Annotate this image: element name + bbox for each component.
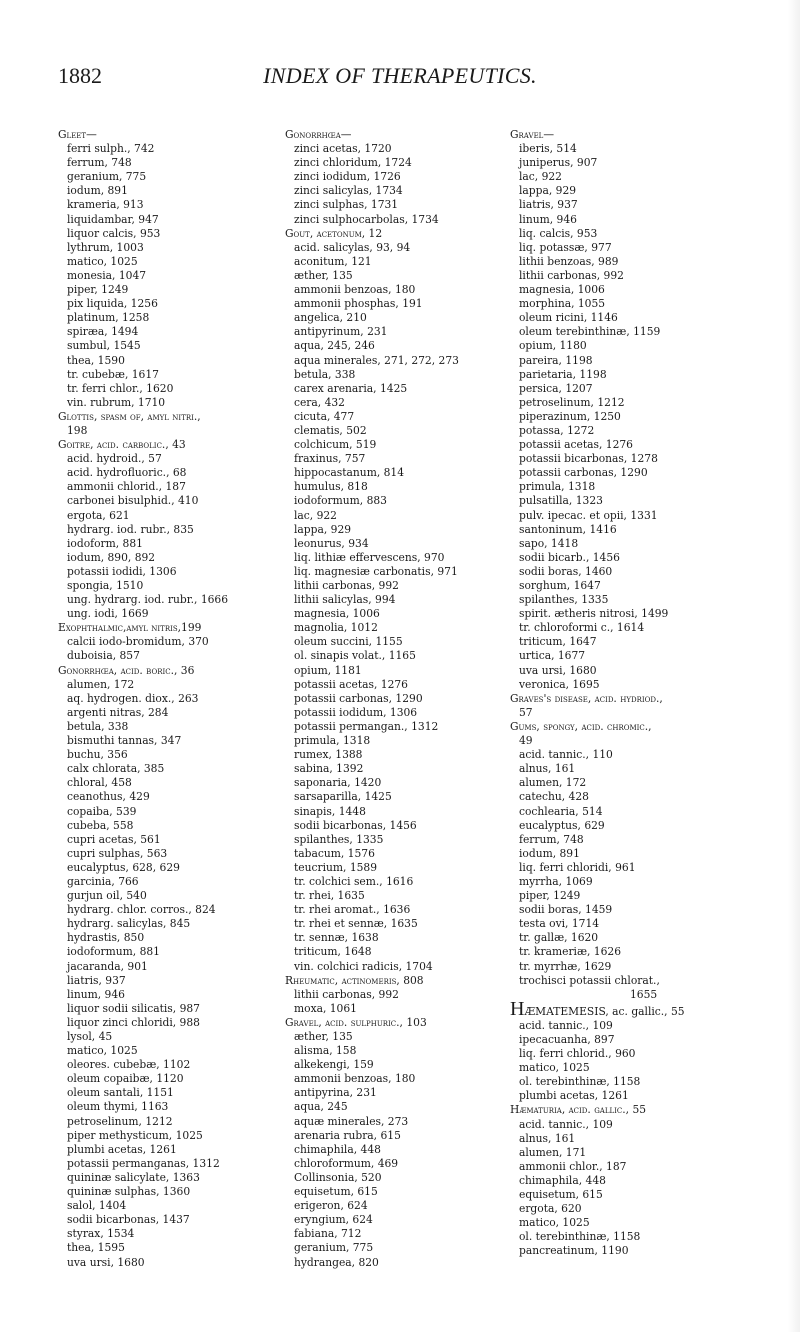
index-subentry: potassii bicarbonas, 1278 <box>519 452 658 466</box>
index-subentry: liquor sodii silicatis, 987 <box>67 1001 200 1015</box>
index-subentry: tr. sennæ, 1638 <box>294 931 379 945</box>
index-heading: Gums, spongy, acid. chromic., <box>510 719 652 733</box>
index-subentry: clematis, 502 <box>294 423 367 437</box>
index-continuation: 1655 <box>630 987 658 1001</box>
index-subentry: acid. tannic., 110 <box>519 748 613 762</box>
index-subentry: thea, 1595 <box>67 1241 125 1255</box>
index-subentry: ung. hydrarg. iod. rubr., 1666 <box>67 593 229 607</box>
index-subentry: linum, 946 <box>67 987 125 1001</box>
index-subentry: antipyrinum, 231 <box>294 325 388 339</box>
index-subentry: lithii carbonas, 992 <box>519 268 624 282</box>
index-subentry: betula, 338 <box>294 367 356 381</box>
index-subentry: spiræa, 1494 <box>67 325 139 339</box>
index-continuation: 198 <box>67 423 88 437</box>
index-subentry: buchu, 356 <box>67 748 128 762</box>
index-subentry: liatris, 937 <box>519 198 578 212</box>
index-subentry: lac, 922 <box>294 508 337 522</box>
page-edge-shadow <box>788 0 800 1332</box>
index-subentry: testa ovi, 1714 <box>519 917 600 931</box>
index-subentry: Collinsonia, 520 <box>294 1170 382 1184</box>
index-subentry: iodoformum, 881 <box>67 945 160 959</box>
index-subentry: lappa, 929 <box>519 184 577 198</box>
index-subentry: veronica, 1695 <box>519 677 600 691</box>
index-subentry: chloral, 458 <box>67 776 132 790</box>
index-heading: Hæmaturia, acid. gallic., 55 <box>510 1103 647 1117</box>
index-subentry: magnesia, 1006 <box>519 283 605 297</box>
index-subentry: zinci iodidum, 1726 <box>294 170 401 184</box>
index-subentry: liquidambar, 947 <box>67 212 159 226</box>
index-subentry: ipecacuanha, 897 <box>519 1033 615 1046</box>
index-subentry: opium, 1181 <box>294 663 362 677</box>
index-subentry: spilanthes, 1335 <box>519 593 609 607</box>
index-subentry: cupri acetas, 561 <box>67 832 161 846</box>
index-subentry: matico, 1025 <box>67 1044 138 1058</box>
index-heading-dropcap <box>510 997 750 1020</box>
index-subentry: opium, 1180 <box>519 339 587 353</box>
index-subentry: tr. ferri chlor., 1620 <box>67 381 174 395</box>
index-subentry: moxa, 1061 <box>294 1001 357 1015</box>
index-subentry: iodoform, 881 <box>67 536 143 550</box>
index-subentry: potassii iodidum, 1306 <box>294 705 418 719</box>
index-subentry: potassa, 1272 <box>519 423 595 437</box>
index-subentry: spongia, 1510 <box>67 579 144 592</box>
index-subentry: lappa, 929 <box>294 522 352 536</box>
index-subentry: cochlearia, 514 <box>519 804 603 818</box>
index-subentry: persica, 1207 <box>519 381 593 395</box>
index-subentry: potassii permanganas, 1312 <box>67 1156 220 1170</box>
index-subentry: ol. terebinthinæ, 1158 <box>519 1230 641 1244</box>
index-column-2 <box>285 128 510 1318</box>
index-subentry: piper, 1249 <box>519 889 581 903</box>
index-subentry: aqua minerales, 271, 272, 273 <box>294 353 459 367</box>
index-subentry: hydrarg. iod. rubr., 835 <box>67 522 194 536</box>
index-subentry: ferrum, 748 <box>519 832 584 846</box>
index-subentry: lithii carbonas, 992 <box>294 987 399 1001</box>
index-subentry: fraxinus, 757 <box>294 452 366 466</box>
index-subentry: saponaria, 1420 <box>294 776 382 790</box>
index-subentry: gurjun oil, 540 <box>67 889 147 903</box>
index-subentry: oleum succini, 1155 <box>294 635 403 649</box>
index-subentry: cupri sulphas, 563 <box>67 846 168 860</box>
index-subentry: lithii salicylas, 994 <box>294 593 396 607</box>
index-subentry: tr. chloroformi c., 1614 <box>519 621 645 635</box>
index-subentry: ammonii phosphas, 191 <box>294 297 423 311</box>
index-subentry: iodum, 891 <box>519 846 580 860</box>
index-subentry: ung. iodi, 1669 <box>67 607 149 621</box>
index-subentry: aqua, 245, 246 <box>294 339 375 353</box>
index-subentry: colchicum, 519 <box>294 438 377 452</box>
index-subentry: antipyrina, 231 <box>294 1086 377 1100</box>
index-subentry: vin. rubrum, 1710 <box>67 395 166 409</box>
index-subentry: iodum, 891 <box>67 184 128 198</box>
index-subentry: liq. potassæ, 977 <box>519 240 612 254</box>
index-subentry: sodii boras, 1459 <box>519 903 613 917</box>
index-subentry: magnolia, 1012 <box>294 621 378 635</box>
index-subentry: sabina, 1392 <box>294 762 364 776</box>
page-header <box>0 62 800 92</box>
index-subentry: sodii boras, 1460 <box>519 564 613 578</box>
index-subentry: chimaphila, 448 <box>519 1173 606 1187</box>
index-subentry: sinapis, 1448 <box>294 804 366 818</box>
index-subentry: tr. myrrhæ, 1629 <box>519 959 612 973</box>
index-subentry: aqua, 245 <box>294 1100 348 1114</box>
index-subentry: tr. cubebæ, 1617 <box>67 367 159 381</box>
index-subentry: sapo, 1418 <box>519 536 579 550</box>
index-subentry: alnus, 161 <box>519 1131 576 1145</box>
index-subentry: alnus, 161 <box>519 762 576 776</box>
index-subentry: petroselinum, 1212 <box>519 395 625 409</box>
index-heading: Goitre, acid. carbolic., 43 <box>58 438 186 452</box>
index-subentry: zinci chloridum, 1724 <box>294 156 412 170</box>
index-subentry: platinum, 1258 <box>67 311 150 325</box>
index-subentry: lythrum, 1003 <box>67 240 144 254</box>
index-heading: Gravel, acid. sulphuric., 103 <box>285 1015 427 1029</box>
index-subentry: matico, 1025 <box>67 254 138 268</box>
index-subentry: tr. gallæ, 1620 <box>519 931 599 945</box>
index-subentry: parietaria, 1198 <box>519 367 607 381</box>
index-continuation: 57 <box>519 705 533 719</box>
page-number: 1882 <box>58 63 102 88</box>
index-subentry: spirit. ætheris nitrosi, 1499 <box>519 607 669 621</box>
index-subentry: betula, 338 <box>67 719 129 733</box>
index-heading: Graves's disease, acid. hydriod., <box>510 691 663 705</box>
index-subentry: liq. ferri chlorid., 960 <box>519 1047 636 1061</box>
index-subentry: ferrum, 748 <box>67 156 132 170</box>
index-subentry: potassii iodidi, 1306 <box>67 564 177 578</box>
index-subentry: hydrarg. chlor. corros., 824 <box>67 903 216 917</box>
index-subentry: alisma, 158 <box>294 1044 357 1058</box>
index-subentry: petroselinum, 1212 <box>67 1114 173 1128</box>
index-heading: Rheumatic, actinomeris, 808 <box>285 973 424 987</box>
index-subentry: oleores. cubebæ, 1102 <box>67 1058 191 1072</box>
index-subentry: eucalyptus, 628, 629 <box>67 860 180 874</box>
index-subentry: tr. rhei, 1635 <box>294 889 365 903</box>
index-heading: Gravel— <box>510 128 555 141</box>
index-subentry: lithii benzoas, 989 <box>519 254 619 268</box>
index-subentry: pareira, 1198 <box>519 353 593 367</box>
index-subentry: ammonii chlor., 187 <box>519 1159 627 1173</box>
index-heading: Glottis, spasm of, amyl nitri., <box>58 409 201 423</box>
index-subentry: sodii bicarb., 1456 <box>519 550 620 564</box>
index-subentry: uva ursi, 1680 <box>519 663 597 677</box>
index-subentry: lithii carbonas, 992 <box>294 579 399 592</box>
index-subentry: liquor calcis, 953 <box>67 226 161 240</box>
index-subentry: acid. hydroid., 57 <box>67 452 162 466</box>
index-subentry: matico, 1025 <box>519 1216 590 1230</box>
index-subentry: tr. colchici sem., 1616 <box>294 874 414 888</box>
index-subentry: fabiana, 712 <box>294 1227 362 1241</box>
index-subentry: aconitum, 121 <box>294 254 372 268</box>
index-subentry: liq. magnesiæ carbonatis, 971 <box>294 564 458 578</box>
index-subentry: ammonii benzoas, 180 <box>294 283 416 297</box>
index-subentry: eucalyptus, 629 <box>519 818 605 832</box>
index-subentry: acid. tannic., 109 <box>519 1117 613 1131</box>
index-subentry: sarsaparilla, 1425 <box>294 790 392 804</box>
index-subentry: uva ursi, 1680 <box>67 1255 145 1269</box>
index-subentry: liq. lithiæ effervescens, 970 <box>294 550 445 564</box>
index-subentry: erigeron, 624 <box>294 1199 368 1213</box>
index-subentry: bismuthi tannas, 347 <box>67 734 182 748</box>
index-subentry: teucrium, 1589 <box>294 860 378 874</box>
index-heading: Gonorrhœa, acid. boric., 36 <box>58 663 195 677</box>
index-subentry: krameria, 913 <box>67 198 144 212</box>
index-subentry: ol. terebinthinæ, 1158 <box>519 1075 641 1089</box>
index-subentry: ol. sinapis volat., 1165 <box>294 649 416 663</box>
index-subentry: santoninum, 1416 <box>519 522 617 536</box>
index-subentry: lac, 922 <box>519 170 562 184</box>
index-subentry: plumbi acetas, 1261 <box>519 1089 629 1103</box>
index-subentry: linum, 946 <box>519 212 577 226</box>
index-subentry: calx chlorata, 385 <box>67 762 165 776</box>
index-subentry: magnesia, 1006 <box>294 607 380 621</box>
index-subentry: alumen, 172 <box>519 776 587 790</box>
index-subentry: hydrangea, 820 <box>294 1255 379 1269</box>
index-subentry: tabacum, 1576 <box>294 846 375 860</box>
index-subentry: tr. rhei et sennæ, 1635 <box>294 917 418 931</box>
index-subentry: acid. hydrofluoric., 68 <box>67 466 187 480</box>
index-subentry: pulv. ipecac. et opii, 1331 <box>519 508 658 522</box>
index-subentry: carbonei bisulphid., 410 <box>67 494 199 508</box>
index-subentry: alumen, 172 <box>67 677 135 691</box>
page-title: INDEX OF THERAPEUTICS. <box>263 63 537 88</box>
index-subentry: spilanthes, 1335 <box>294 832 384 846</box>
index-continuation: 49 <box>519 734 533 748</box>
index-subentry: iberis, 514 <box>519 142 577 156</box>
index-subentry: ammonii chlorid., 187 <box>67 480 186 494</box>
index-subentry: oleum thymi, 1163 <box>67 1100 169 1114</box>
index-subentry: ferri sulph., 742 <box>67 142 155 156</box>
index-subentry: zinci salicylas, 1734 <box>294 184 403 198</box>
index-subentry: ammonii benzoas, 180 <box>294 1072 416 1086</box>
index-subentry: piper, 1249 <box>67 283 129 297</box>
index-subentry: triticum, 1648 <box>294 945 372 959</box>
index-subentry: matico, 1025 <box>519 1061 590 1075</box>
index-subentry: piperazinum, 1250 <box>519 409 621 423</box>
index-heading: Gleet— <box>58 128 97 141</box>
index-subentry: æther, 135 <box>294 268 353 282</box>
index-subentry: potassii permangan., 1312 <box>294 719 439 733</box>
index-subentry: chimaphila, 448 <box>294 1142 381 1156</box>
index-subentry: potassii carbonas, 1290 <box>519 466 648 480</box>
index-subentry: geranium, 775 <box>67 170 147 184</box>
index-subentry: piper methysticum, 1025 <box>67 1128 203 1142</box>
index-subentry: potassii carbonas, 1290 <box>294 691 423 705</box>
index-subentry: zinci acetas, 1720 <box>294 142 392 156</box>
index-subentry: triticum, 1647 <box>519 635 597 649</box>
index-subentry: quininæ salicylate, 1363 <box>67 1170 200 1184</box>
index-subentry: salol, 1404 <box>67 1199 127 1213</box>
index-subentry: ceanothus, 429 <box>67 790 150 804</box>
index-subentry: geranium, 775 <box>294 1241 374 1255</box>
index-subentry: pulsatilla, 1323 <box>519 494 603 508</box>
index-subentry: rumex, 1388 <box>294 748 363 762</box>
index-subentry: primula, 1318 <box>294 734 371 748</box>
index-subentry: lysol, 45 <box>67 1030 113 1043</box>
index-subentry: thea, 1590 <box>67 353 125 367</box>
index-subentry: æther, 135 <box>294 1030 353 1043</box>
index-subentry: alumen, 171 <box>519 1145 587 1159</box>
index-subentry: argenti nitras, 284 <box>67 705 169 719</box>
index-subentry: urtica, 1677 <box>519 649 586 663</box>
index-subentry: equisetum, 615 <box>519 1188 603 1202</box>
index-subentry: sorghum, 1647 <box>519 579 601 592</box>
index-subentry: humulus, 818 <box>294 480 368 494</box>
index-subentry: liq. ferri chloridi, 961 <box>519 860 636 874</box>
index-heading-text: ÆMATEMESIS, ac. gallic., 55 <box>524 1004 685 1018</box>
index-subentry: potassii acetas, 1276 <box>519 438 633 452</box>
index-subentry: duboisia, 857 <box>67 649 140 663</box>
index-subentry: liquor zinci chloridi, 988 <box>67 1015 200 1029</box>
index-heading: Exophthalmic,amyl nitris,199 <box>58 621 202 635</box>
index-subentry: iodum, 890, 892 <box>67 550 156 564</box>
index-subentry: vin. colchici radicis, 1704 <box>294 959 433 973</box>
index-subentry: jacaranda, 901 <box>67 959 148 973</box>
index-subentry: aquæ minerales, 273 <box>294 1114 409 1128</box>
index-subentry: acid. salicylas, 93, 94 <box>294 240 411 254</box>
index-subentry: acid. tannic., 109 <box>519 1018 613 1032</box>
index-subentry: arenaria rubra, 615 <box>294 1128 401 1142</box>
index-subentry: copaiba, 539 <box>67 804 137 818</box>
drop-cap-letter: H <box>510 997 525 1020</box>
index-subentry: oleum ricini, 1146 <box>519 311 618 325</box>
index-subentry: trochisci potassii chlorat., <box>519 973 660 987</box>
index-subentry: oleum copaibæ, 1120 <box>67 1072 184 1086</box>
index-subentry: calcii iodo-bromidum, 370 <box>67 635 209 649</box>
index-subentry: equisetum, 615 <box>294 1185 378 1199</box>
index-subentry: sodii bicarbonas, 1456 <box>294 818 417 832</box>
index-subentry: oleum santali, 1151 <box>67 1086 174 1100</box>
index-subentry: catechu, 428 <box>519 790 589 804</box>
index-subentry: eryngium, 624 <box>294 1213 373 1227</box>
index-subentry: alkekengi, 159 <box>294 1058 374 1072</box>
index-subentry: juniperus, 907 <box>519 156 598 170</box>
index-column-3 <box>510 128 750 1318</box>
index-subentry: hydrarg. salicylas, 845 <box>67 917 191 931</box>
index-subentry: tr. rhei aromat., 1636 <box>294 903 411 917</box>
index-subentry: zinci sulphas, 1731 <box>294 198 399 212</box>
index-subentry: angelica, 210 <box>294 311 367 325</box>
index-subentry: garcinia, 766 <box>67 874 139 888</box>
index-subentry: zinci sulphocarbolas, 1734 <box>294 212 439 226</box>
index-subentry: iodoformum, 883 <box>294 494 387 508</box>
index-subentry: styrax, 1534 <box>67 1227 135 1241</box>
index-subentry: monesia, 1047 <box>67 268 147 282</box>
index-subentry: plumbi acetas, 1261 <box>67 1142 177 1156</box>
index-subentry: potassii acetas, 1276 <box>294 677 408 691</box>
index-subentry: sodii bicarbonas, 1437 <box>67 1213 190 1227</box>
index-subentry: liatris, 937 <box>67 973 126 987</box>
index-subentry: sumbul, 1545 <box>67 339 141 353</box>
index-heading: Gonorrhœa— <box>285 128 352 141</box>
index-column-1 <box>58 128 283 1318</box>
index-subentry: leonurus, 934 <box>294 536 369 550</box>
index-subentry: chloroformum, 469 <box>294 1156 399 1170</box>
index-subentry: pix liquida, 1256 <box>67 297 158 311</box>
index-subentry: hydrastis, 850 <box>67 931 145 945</box>
index-subentry: morphina, 1055 <box>519 297 606 311</box>
index-subentry: hippocastanum, 814 <box>294 466 405 480</box>
index-subentry: primula, 1318 <box>519 480 596 494</box>
index-subentry: carex arenaria, 1425 <box>294 381 408 395</box>
index-subentry: cera, 432 <box>294 395 345 409</box>
index-subentry: cicuta, 477 <box>294 409 355 423</box>
index-subentry: pancreatinum, 1190 <box>519 1244 629 1258</box>
index-subentry: quininæ sulphas, 1360 <box>67 1185 191 1199</box>
index-subentry: ergota, 621 <box>67 508 130 522</box>
index-subentry: ergota, 620 <box>519 1202 582 1216</box>
index-heading: Gout, acetonum, 12 <box>285 226 383 240</box>
index-subentry: aq. hydrogen. diox., 263 <box>67 691 199 705</box>
index-subentry: oleum terebinthinæ, 1159 <box>519 325 661 339</box>
index-subentry: myrrha, 1069 <box>519 874 593 888</box>
index-subentry: tr. krameriæ, 1626 <box>519 945 622 959</box>
index-subentry: cubeba, 558 <box>67 818 134 832</box>
index-subentry: liq. calcis, 953 <box>519 226 598 240</box>
